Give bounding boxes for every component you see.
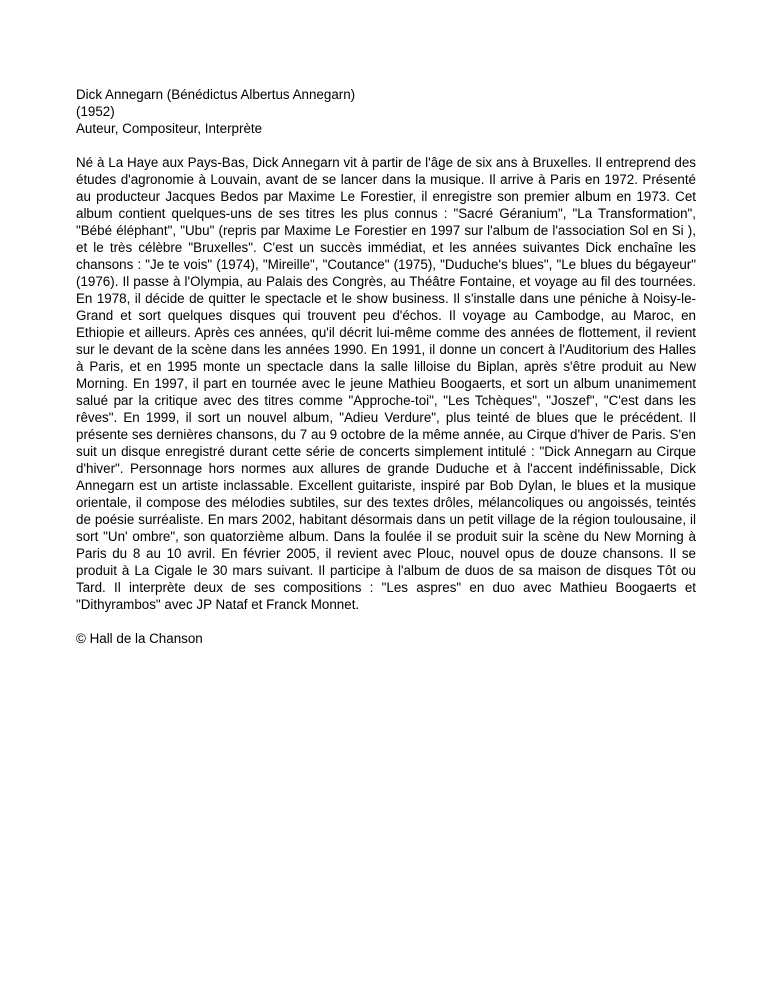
artist-header xyxy=(76,86,696,137)
artist-name: Dick Annegarn (Bénédictus Albertus Annegarn) xyxy=(76,87,356,102)
copyright-credit: © Hall de la Chanson xyxy=(76,631,203,646)
biography-paragraph: Né à La Haye aux Pays-Bas, Dick Annegarn vit à partir de l'âge de six ans à Bruxelles. Il entreprend des études d'agronomie à Louvain, avant de se lancer dans la musique. Il arrive à Paris en 1972. Présenté au producteur Jacques Bedos par Maxime Le Forestier, il enregistre son premier album en 1973. Cet album contient quelques-uns de ses titres les plus connus : "Sacré Géranium", "La Transformation", "Bébé éléphant", "Ubu" (repris par Maxime Le Forestier en 1997 sur l'album de l'association Sol en Si ), et le très célèbre "Bruxelles". C'est un succès immédiat, et les années suivantes Dick enchaîne les chansons : "Je te vois" (1974), "Mireille", "Coutance" (1975), "Duduche's blues", "Le blues du bégayeur" (1976). Il passe à l'Olympia, au Palais des Congrès, au Théâtre Fontaine, et voyage au fil des tournées. En 1978, il décide de quitter le spectacle et le show business. Il s'installe dans une péniche à Noisy-le-Grand et sort quelques disques qui trouvent peu d'échos. Il voyage au Cambodge, au Maroc, en Ethiopie et ailleurs. Après ces années, qu'il décrit lui-même comme des années de flottement, il revient sur le devant de la scène dans les années 1990. En 1991, il donne un concert à l'Auditorium des Halles à Paris, et en 1995 monte un spectacle dans la salle lilloise du Biplan, après s'être produit au New Morning. En 1997, il part en tournée avec le jeune Mathieu Boogaerts, et sort un album unanimement salué par la critique avec des titres comme "Approche-toi", "Les Tchèques", "Joszef", "C'est dans les rêves". En 1999, il sort un nouvel album, "Adieu Verdure", plus teinté de blues que le précédent. Il présente ses dernières chansons, du 7 au 9 octobre de la même année, au Cirque d'hiver de Paris. S'en suit un disque enregistré durant cette série de concerts simplement intitulé : "Dick Annegarn au Cirque d'hiver". Personnage hors normes aux allures de grande Duduche et à l'accent indéfinissable, Dick Annegarn est un artiste inclassable. Excellent guitariste, inspiré par Bob Dylan, le blues et la musique orientale, il compose des mélodies subtiles, sur des textes drôles, mélancoliques ou angoissés, teintés de poésie surréaliste. En mars 2002, habitant désormais dans un petit village de la région toulousaine, il sort "Un' ombre", son quatorzième album. Dans la foulée il se produit suir la scène du New Morning à Paris du 8 au 10 avril. En février 2005, il revient avec Plouc, nouvel opus de douze chansons. Il se produit à La Cigale le 30 mars suivant. Il participe à l'album de duos de sa maison de disques Tôt ou Tard. Il interprète deux de ses compositions : "Les aspres" en duo avec Mathieu Boogaerts et "Dithyrambos" avec JP Nataf et Franck Monnet. xyxy=(76,155,696,612)
artist-roles: Auteur, Compositeur, Interprète xyxy=(76,121,263,136)
birth-year: (1952) xyxy=(76,104,115,119)
document-page xyxy=(76,86,696,647)
